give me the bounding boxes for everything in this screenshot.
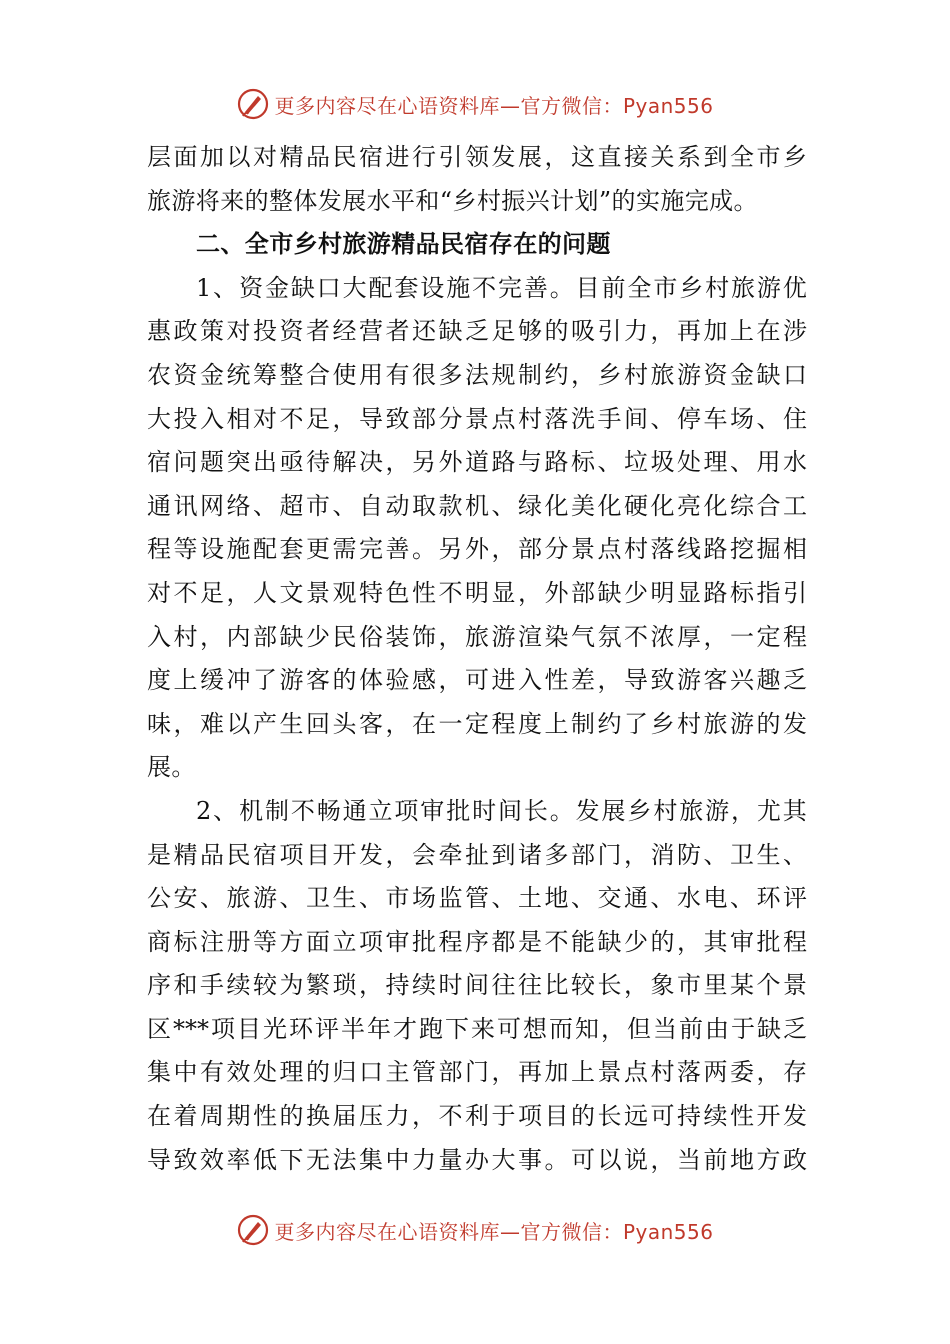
text-line: 味 ， 难 以 产 生 回 头 客 ， 在 一 定 程 度 上 制 约 了 乡 村 旅 游 的 发 bbox=[147, 709, 807, 738]
text-line: 集 中 有 效 处 理 的 归 口 主 管 部 门 ， 再 加 上 景 点 村 落 两 委 ， 存 bbox=[147, 1058, 807, 1087]
document-body bbox=[147, 136, 807, 1182]
section-heading: 二、全市乡村旅游精品民宿存在的问题 bbox=[196, 230, 611, 259]
text-line: 在 着 周 期 性 的 换 届 压 力 ， 不 利 于 项 目 的 长 远 可 持 续 性 开 发 bbox=[147, 1102, 807, 1131]
pen-seal-logo-icon bbox=[236, 1213, 270, 1247]
text-line: 展。 bbox=[147, 753, 196, 782]
text-line: 宿 问 题 突 出 亟 待 解 决 ， 另 外 道 路 与 路 标 、 垃 圾 处 理 、 用 水 bbox=[147, 448, 807, 477]
text-line: 商 标 注 册 等 方 面 立 项 审 批 程 序 都 是 不 能 缺 少 的 ， 其 审 批 程 bbox=[147, 927, 807, 956]
text-line: 公 安 、 旅 游 、 卫 生 、 市 场 监 管 、 土 地 、 交 通 、 水 电 、 环 评 bbox=[147, 884, 807, 913]
text-line: 通 讯 网 络 、 超 市 、 自 动 取 款 机 、 绿 化 美 化 硬 化 亮 化 综 合 工 bbox=[147, 491, 807, 520]
paragraph-first-line: 1 、 资 金 缺 口 大 配 套 设 施 不 完 善 。 目 前 全 市 乡 村 旅 游 优 bbox=[196, 273, 807, 302]
text-line: 对 不 足 ， 人 文 景 观 特 色 性 不 明 显 ， 外 部 缺 少 明 显 路 标 指 引 bbox=[147, 578, 807, 607]
text-line: 入 村 ， 内 部 缺 少 民 俗 装 饰 ， 旅 游 渲 染 气 氛 不 浓 厚 ， 一 定 程 bbox=[147, 622, 807, 651]
text-line: 序 和 手 续 较 为 繁 琐 ， 持 续 时 间 往 往 比 较 长 ， 象 市 里 某 个 景 bbox=[147, 971, 807, 1000]
text-line: 惠 政 策 对 投 资 者 经 营 者 还 缺 乏 足 够 的 吸 引 力 ， 再 加 上 在 涉 bbox=[147, 317, 807, 346]
text-line: 程 等 设 施 配 套 更 需 完 善 。 另 外 ， 部 分 景 点 村 落 线 路 挖 掘 相 bbox=[147, 535, 807, 564]
text-line: 农 资 金 统 筹 整 合 使 用 有 很 多 法 规 制 约 ， 乡 村 旅 游 资 金 缺 口 bbox=[147, 360, 807, 389]
footer-watermark bbox=[0, 1210, 950, 1250]
text-line: 是 精 品 民 宿 项 目 开 发 ， 会 牵 扯 到 诸 多 部 门 ， 消 防 、 卫 生 、 bbox=[147, 840, 807, 869]
text-line: 度 上 缓 冲 了 游 客 的 体 验 感 ， 可 进 入 性 差 ， 导 致 游 客 兴 趣 乏 bbox=[147, 666, 807, 695]
watermark-text: 更多内容尽在心语资料库—官方微信：Pyan556 bbox=[274, 93, 714, 118]
pen-seal-logo-icon bbox=[236, 87, 270, 121]
text-line: 旅游将来的整体发展水平和“乡村振兴计划”的实施完成。 bbox=[147, 186, 758, 215]
text-line: 导 致 效 率 低 下 无 法 集 中 力 量 办 大 事 。 可 以 说 ， 当 前 地 方 政 bbox=[147, 1145, 807, 1174]
paragraph-first-line: 2 、 机 制 不 畅 通 立 项 审 批 时 间 长 。 发 展 乡 村 旅 游 ， 尤 其 bbox=[196, 796, 807, 825]
header-watermark bbox=[0, 84, 950, 124]
watermark-text: 更多内容尽在心语资料库—官方微信：Pyan556 bbox=[274, 1219, 714, 1244]
text-line: 大 投 入 相 对 不 足 ， 导 致 部 分 景 点 村 落 洗 手 间 、 停 车 场 、 住 bbox=[147, 404, 807, 433]
text-line: 层 面 加 以 对 精 品 民 宿 进 行 引 领 发 展 ， 这 直 接 关 系 到 全 市 乡 bbox=[147, 143, 807, 171]
text-line: 区 *** 项 目 光 环 评 半 年 才 跑 下 来 可 想 而 知 ， 但 当 前 由 于 缺 乏 bbox=[147, 1014, 807, 1043]
